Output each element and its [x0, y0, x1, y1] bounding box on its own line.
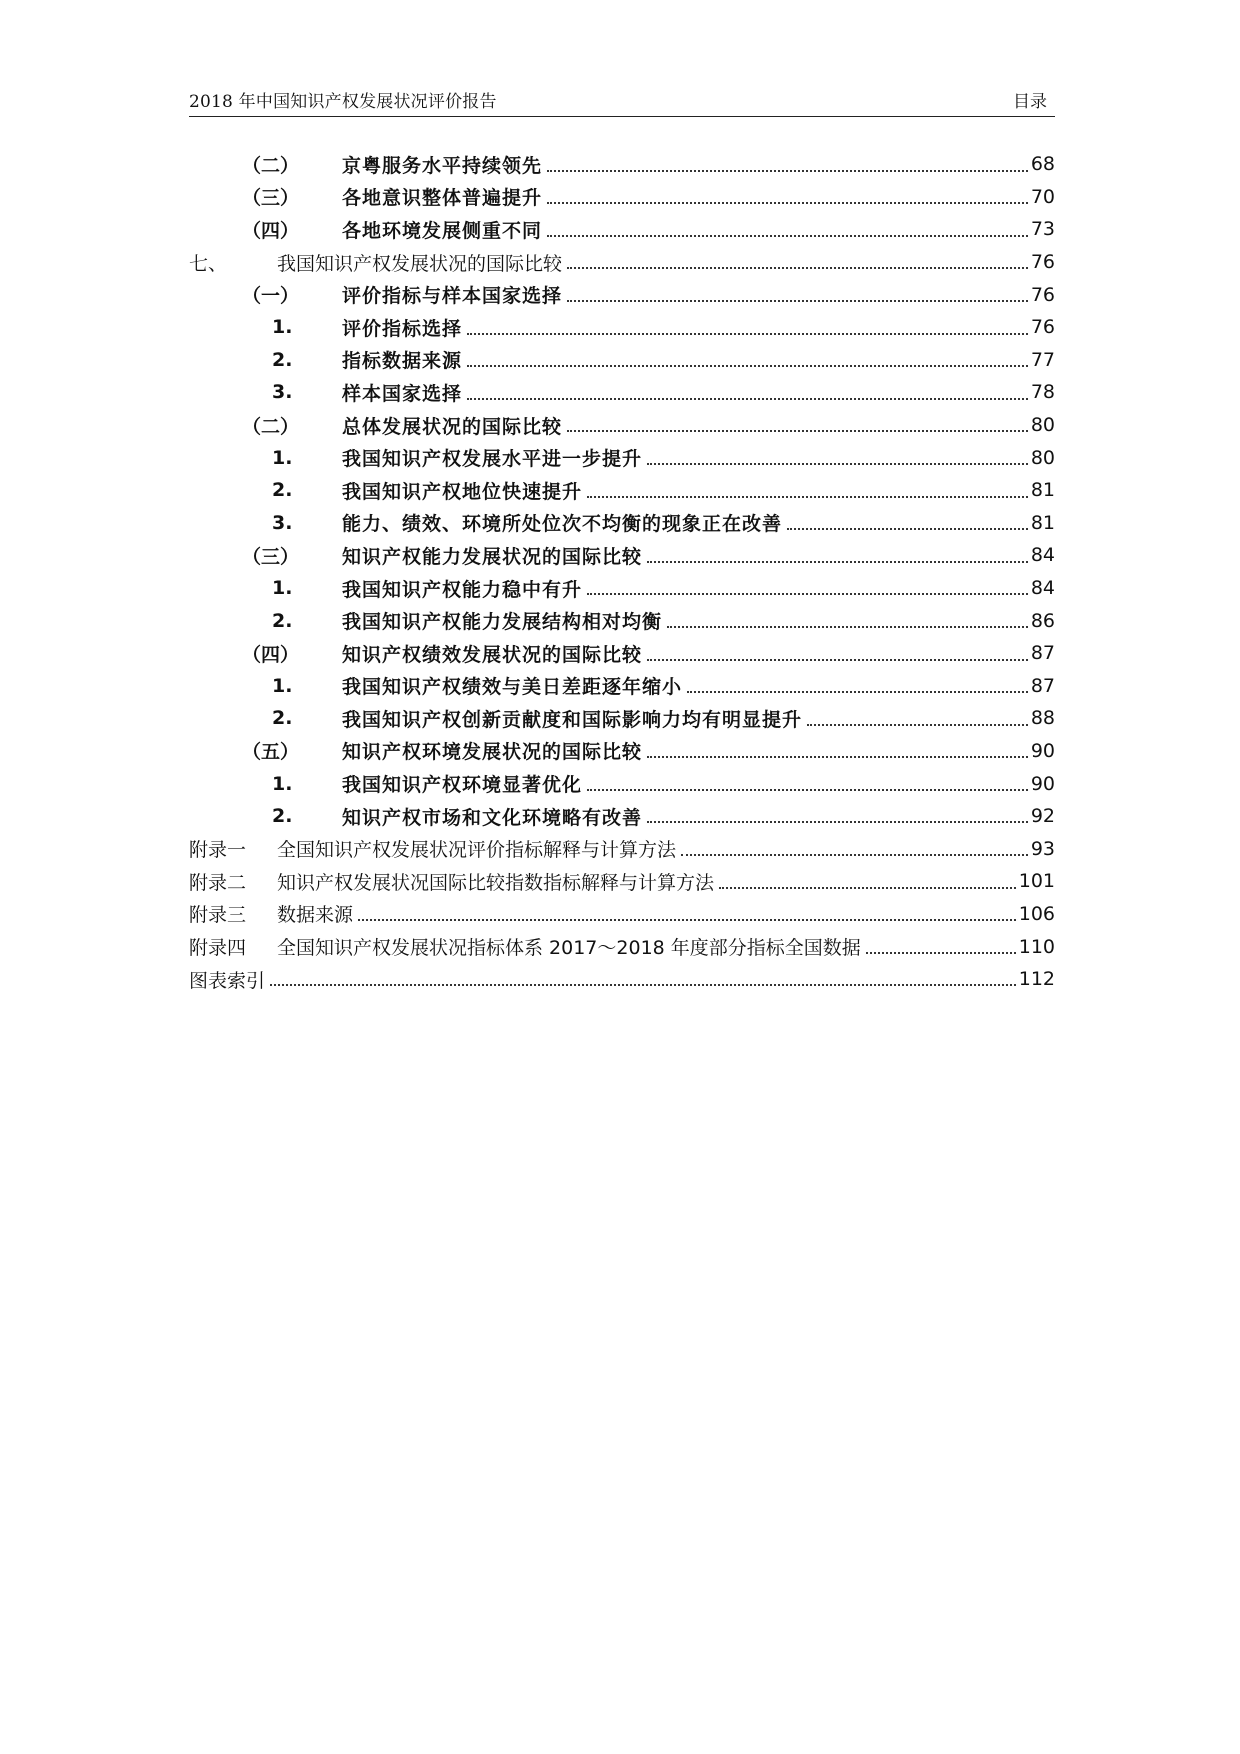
toc-entry-title: 知识产权环境发展状况的国际比较 — [342, 741, 643, 764]
toc-entry-page-number: 70 — [1030, 185, 1055, 208]
toc-entry-number: （三） — [242, 187, 300, 210]
toc-entry-page-number: 87 — [1030, 674, 1055, 697]
toc-entry-title: 我国知识产权创新贡献度和国际影响力均有明显提升 — [342, 708, 803, 731]
toc-entry-title: 全国知识产权发展状况指标体系 2017～2018 年度部分指标全国数据 — [277, 937, 861, 960]
toc-entry-number: 七、 — [189, 252, 228, 275]
toc-entry-title: 我国知识产权能力发展结构相对均衡 — [342, 611, 663, 634]
toc-entry-page-number: 92 — [1030, 805, 1055, 828]
toc-entry[interactable] — [189, 474, 1055, 507]
dot-leader — [587, 788, 1028, 791]
dot-leader — [358, 918, 1016, 921]
toc-entry-number: 2. — [272, 707, 293, 730]
toc-entry-number: （五） — [242, 741, 300, 764]
toc-entry-title: 数据来源 — [277, 904, 354, 927]
toc-entry-page-number: 90 — [1030, 772, 1055, 795]
toc-entry-title: 我国知识产权环境显著优化 — [342, 774, 583, 797]
toc-entry[interactable] — [189, 637, 1055, 670]
toc-entry-number: 2. — [272, 479, 293, 502]
dot-leader — [647, 560, 1028, 563]
toc-entry[interactable] — [189, 930, 1055, 963]
toc-entry-page-number: 110 — [1018, 935, 1055, 958]
dot-leader — [719, 886, 1016, 889]
toc-entry-page-number: 112 — [1018, 968, 1055, 991]
dot-leader — [587, 495, 1028, 498]
toc-entry-title: 京粤服务水平持续领先 — [342, 154, 543, 177]
toc-entry-page-number: 81 — [1030, 479, 1055, 502]
toc-entry-page-number: 73 — [1030, 218, 1055, 241]
toc-entry-number: 1. — [272, 316, 293, 339]
toc-entry[interactable] — [189, 865, 1055, 898]
dot-leader — [547, 169, 1028, 172]
toc-entry[interactable] — [189, 898, 1055, 931]
toc-entry-page-number: 76 — [1030, 251, 1055, 274]
page-header — [189, 84, 1055, 117]
toc-entry-page-number: 81 — [1030, 511, 1055, 534]
dot-leader — [467, 332, 1028, 335]
toc-entry-page-number: 87 — [1030, 642, 1055, 665]
toc-entry-title: 知识产权绩效发展状况的国际比较 — [342, 643, 643, 666]
toc-entry-title: 我国知识产权绩效与美日差距逐年缩小 — [342, 676, 683, 699]
toc-entry[interactable] — [189, 148, 1055, 181]
dot-leader — [647, 820, 1028, 823]
toc-entry-page-number: 80 — [1030, 414, 1055, 437]
toc-entry[interactable] — [189, 213, 1055, 246]
toc-entry-title: 我国知识产权地位快速提升 — [342, 480, 583, 503]
toc-entry-page-number: 88 — [1030, 707, 1055, 730]
toc-entry-title: 各地环境发展侧重不同 — [342, 219, 543, 242]
toc-entry[interactable] — [189, 604, 1055, 637]
dot-leader — [647, 462, 1028, 465]
toc-entry[interactable] — [189, 572, 1055, 605]
toc-entry-number: 3. — [272, 511, 293, 534]
toc-entry-page-number: 84 — [1030, 544, 1055, 567]
toc-entry-number: 1. — [272, 772, 293, 795]
toc-entry-page-number: 76 — [1030, 283, 1055, 306]
dot-leader — [567, 299, 1028, 302]
toc-entry-title: 指标数据来源 — [342, 350, 463, 373]
toc-entry-page-number: 76 — [1030, 316, 1055, 339]
report-title: 2018 年中国知识产权发展状况评价报告 — [189, 92, 497, 112]
toc-entry-page-number: 84 — [1030, 577, 1055, 600]
dot-leader — [270, 983, 1016, 986]
dot-leader — [647, 658, 1028, 661]
toc-entry-title: 样本国家选择 — [342, 382, 463, 405]
toc-entry[interactable] — [189, 735, 1055, 768]
toc-entry-title: 评价指标与样本国家选择 — [342, 285, 563, 308]
toc-entry-title: 我国知识产权能力稳中有升 — [342, 578, 583, 601]
toc-entry-number: 3. — [272, 381, 293, 404]
dot-leader — [547, 234, 1028, 237]
toc-entry-page-number: 93 — [1030, 837, 1055, 860]
toc-entry-number: 附录四 — [189, 937, 247, 960]
toc-entry-title: 各地意识整体普遍提升 — [342, 187, 543, 210]
dot-leader — [866, 951, 1016, 954]
toc-entry[interactable] — [189, 800, 1055, 833]
toc-entry-number: 1. — [272, 446, 293, 469]
toc-entry-title: 全国知识产权发展状况评价指标解释与计算方法 — [277, 839, 677, 862]
toc-entry-number: （三） — [242, 545, 300, 568]
toc-entry-number: 1. — [272, 674, 293, 697]
toc-entry-number: 附录三 — [189, 904, 247, 927]
toc-entry-number: 2. — [272, 609, 293, 632]
toc-entry-title: 知识产权能力发展状况的国际比较 — [342, 545, 643, 568]
toc-entry[interactable] — [189, 311, 1055, 344]
toc-entry-title: 能力、绩效、环境所处位次不均衡的现象正在改善 — [342, 513, 783, 536]
toc-entry[interactable] — [189, 963, 1055, 996]
toc-entry-number: 附录一 — [189, 839, 247, 862]
toc-entry[interactable] — [189, 441, 1055, 474]
toc-entry-page-number: 86 — [1030, 609, 1055, 632]
dot-leader — [567, 266, 1028, 269]
toc-entry-title: 评价指标选择 — [342, 317, 463, 340]
dot-leader — [547, 201, 1028, 204]
dot-leader — [667, 625, 1028, 628]
toc-entry-number: 1. — [272, 577, 293, 600]
toc-entry[interactable] — [189, 767, 1055, 800]
toc-entry-number: （四） — [242, 219, 300, 242]
toc-entry-page-number: 77 — [1030, 348, 1055, 371]
toc-entry[interactable] — [189, 670, 1055, 703]
toc-entry[interactable] — [189, 702, 1055, 735]
toc-entry[interactable] — [189, 507, 1055, 540]
toc-entry-title: 我国知识产权发展水平进一步提升 — [342, 448, 643, 471]
toc-entry[interactable] — [189, 376, 1055, 409]
toc-entry-number: 2. — [272, 348, 293, 371]
toc-entry-page-number: 78 — [1030, 381, 1055, 404]
toc-entry-number: （二） — [242, 415, 300, 438]
table-of-contents — [189, 148, 1055, 995]
toc-entry-title: 我国知识产权发展状况的国际比较 — [277, 252, 563, 275]
dot-leader — [647, 755, 1028, 758]
dot-leader — [687, 690, 1028, 693]
toc-entry[interactable] — [189, 181, 1055, 214]
toc-entry[interactable] — [189, 278, 1055, 311]
toc-entry-title: 知识产权市场和文化环境略有改善 — [342, 806, 643, 829]
toc-entry-page-number: 68 — [1030, 153, 1055, 176]
toc-entry-number: （一） — [242, 285, 300, 308]
toc-entry[interactable] — [189, 344, 1055, 377]
toc-entry-number: 2. — [272, 805, 293, 828]
toc-entry-number: （二） — [242, 154, 300, 177]
toc-entry-title: 知识产权发展状况国际比较指数指标解释与计算方法 — [277, 871, 715, 894]
dot-leader — [467, 397, 1028, 400]
toc-entry[interactable] — [189, 539, 1055, 572]
dot-leader — [467, 364, 1028, 367]
toc-entry-number: 附录二 — [189, 871, 247, 894]
toc-entry[interactable] — [189, 246, 1055, 279]
toc-entry-page-number: 80 — [1030, 446, 1055, 469]
toc-entry-page-number: 106 — [1018, 902, 1055, 925]
dot-leader — [681, 853, 1028, 856]
toc-entry-page-number: 90 — [1030, 739, 1055, 762]
toc-entry-page-number: 101 — [1018, 870, 1055, 893]
dot-leader — [567, 429, 1028, 432]
toc-entry-number: （四） — [242, 643, 300, 666]
toc-entry-title: 图表索引 — [189, 969, 266, 992]
dot-leader — [787, 527, 1028, 530]
dot-leader — [807, 723, 1028, 726]
dot-leader — [587, 592, 1028, 595]
toc-entry[interactable] — [189, 832, 1055, 865]
section-label: 目录 — [1013, 92, 1047, 112]
toc-entry[interactable] — [189, 409, 1055, 442]
toc-entry-title: 总体发展状况的国际比较 — [342, 415, 563, 438]
